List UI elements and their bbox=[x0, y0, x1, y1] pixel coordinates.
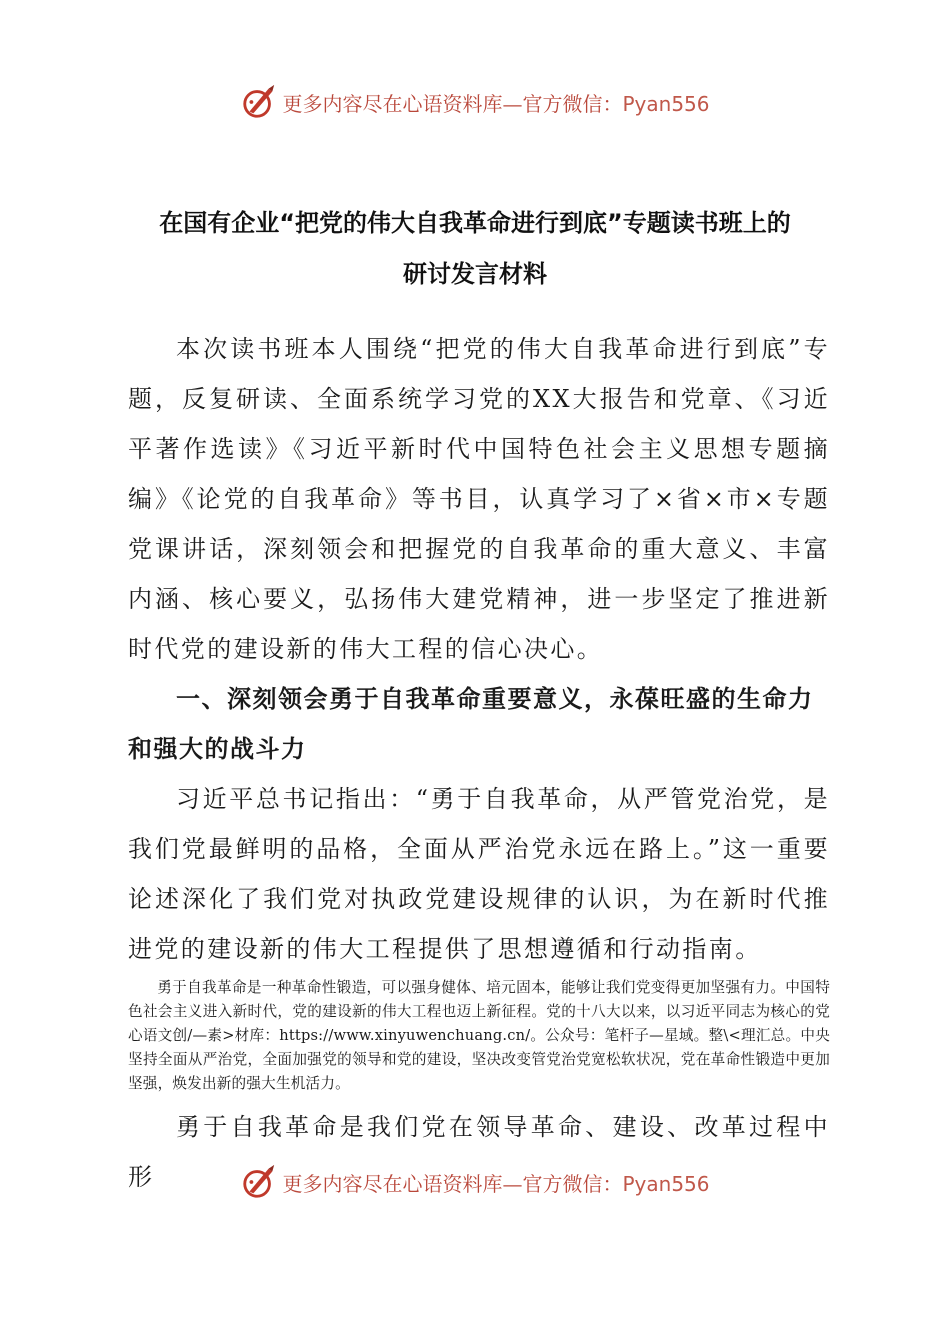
banner-text bbox=[282, 88, 709, 117]
header-banner bbox=[0, 82, 950, 122]
document-title bbox=[110, 198, 840, 300]
banner-wechat-id: Pyan556 bbox=[622, 91, 710, 116]
paragraph-intro: 本次读书班本人围绕“把党的伟大自我革命进行到底”专题，反复研读、全面系统学习党的XX大报告和党章、《习近平著作选读》《习近平新时代中国特色社会主义思想专题摘编》《论党的自我革命》等书目，认真学习了×省×市×专题党课讲话，深刻领会和把握党的自我革命的重大意义、丰富内涵、核心要义，弘扬伟大建党精神，进一步坚定了推进新时代党的建设新的伟大工程的信心决心。 bbox=[128, 335, 830, 663]
paragraph-continued: 勇于自我革命是我们党在领导革命、建设、改革过程中形 bbox=[128, 1113, 830, 1191]
quill-logo-icon bbox=[240, 1163, 278, 1201]
section-heading-1: 一、深刻领会勇于自我革命重要意义，永葆旺盛的生命力和强大的战斗力 bbox=[128, 685, 814, 763]
quill-logo-icon bbox=[240, 83, 278, 121]
paragraph-small-print: 勇于自我革命是一种革命性锻造，可以强身健体、培元固本，能够让我们党变得更加坚强有力。中国特色社会主义进入新时代，党的建设新的伟大工程也迈上新征程。党的十八大以来，以习近平同志为核心的党心语文创/—素>材库：https://www.xinyuwenchuang.cn/。公众号：笔杆子—星域。整\<理汇总。中央坚持全面从严治党，全面加强党的领导和党的建设，坚决改变管党治党宽松软状况，党在革命性锻造中更加坚强，焕发出新的强大生机活力。 bbox=[128, 979, 830, 1092]
banner-text-main: 更多内容尽在心语资料库—官方微信： bbox=[282, 1171, 623, 1196]
banner-wechat-id: Pyan556 bbox=[622, 1171, 710, 1196]
title-line-2: 研讨发言材料 bbox=[403, 260, 547, 288]
banner-text bbox=[282, 1168, 709, 1197]
footer-banner bbox=[0, 1162, 950, 1202]
title-line-1: 在国有企业“把党的伟大自我革命进行到底”专题读书班上的 bbox=[159, 209, 791, 237]
paragraph-quote: 习近平总书记指出：“勇于自我革命，从严管党治党，是我们党最鲜明的品格，全面从严治党永远在路上。”这一重要论述深化了我们党对执政党建设规律的认识，为在新时代推进党的建设新的伟大工程提供了思想遵循和行动指南。 bbox=[128, 785, 830, 963]
banner-text-main: 更多内容尽在心语资料库—官方微信： bbox=[282, 91, 623, 116]
document-body bbox=[128, 324, 830, 1202]
